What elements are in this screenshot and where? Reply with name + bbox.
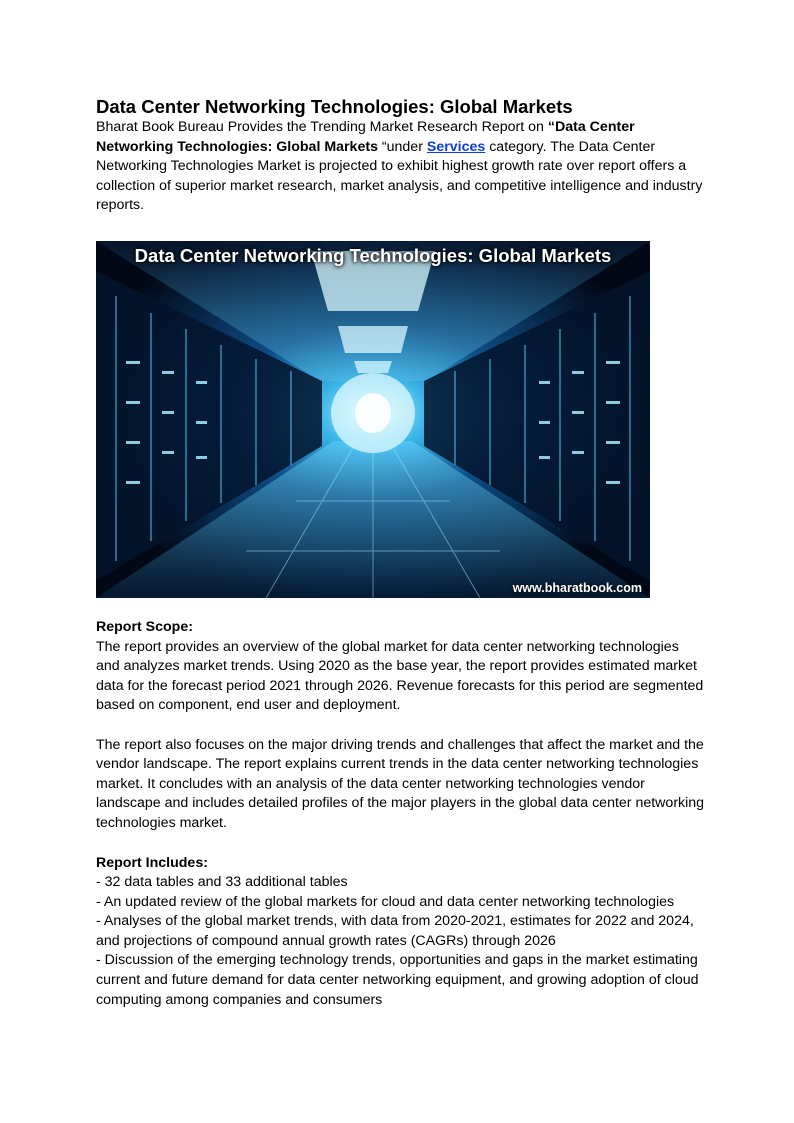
list-item: - Analyses of the global market trends, with data from 2020-2021, estimates for 2022 and 2024, and projections of compound annual growth rates (CAGRs) through 2026 <box>96 913 694 949</box>
intro-text-3: category. The Data Center Networking Technologies Market is projected to exhibit highest growth rate over report offers a collection of superior market research, market analysis, and competitive intelligence and industry reports. <box>96 138 703 214</box>
report-scope-paragraph-2: The report also focuses on the major driving trends and challenges that affect the market and the vendor landscape. The report explains current trends in the data center networking technologies market. It concludes with an analysis of the data center networking technologies vendor landscape and includes detailed profiles of the major players in the global data center networking technologies market. <box>96 736 705 831</box>
report-scope-paragraph-1: The report provides an overview of the global market for data center networking technologies and analyzes market trends. Using 2020 as the base year, the report provides estimated market data for the forecast period 2021 through 2026. Revenue forecasts for this period are segmented based on component, end user and deployment. <box>96 638 704 714</box>
list-item: - 32 data tables and 33 additional tables <box>96 874 348 891</box>
report-name: Data Center Networking Technologies: Global Markets <box>96 119 635 155</box>
intro-text-1: Bharat Book Bureau Provides the Trending Market Research Report on <box>96 119 548 135</box>
intro-paragraph <box>96 118 706 216</box>
hero-image <box>96 241 650 598</box>
data-center-corridor-illustration <box>96 241 650 598</box>
services-link[interactable]: Services <box>426 138 486 155</box>
report-includes-list <box>96 873 706 1010</box>
page-title: Data Center Networking Technologies: Global Markets <box>96 96 573 117</box>
report-name-quote: “ <box>547 119 555 135</box>
report-includes-heading: Report Includes: <box>96 854 208 871</box>
report-scope-heading: Report Scope: <box>96 618 193 635</box>
hero-image-watermark: www.bharatbook.com <box>512 580 642 595</box>
hero-image-title: Data Center Networking Technologies: Global Markets <box>134 244 612 266</box>
list-item: - An updated review of the global markets for cloud and data center networking technologies <box>96 893 675 910</box>
document-page <box>96 96 706 1010</box>
list-item: - Discussion of the emerging technology trends, opportunities and gaps in the market estimating current and future demand for data center networking equipment, and growing adoption of cloud computing among companies and consumers <box>96 952 699 1008</box>
intro-text-2: “under <box>377 138 427 155</box>
